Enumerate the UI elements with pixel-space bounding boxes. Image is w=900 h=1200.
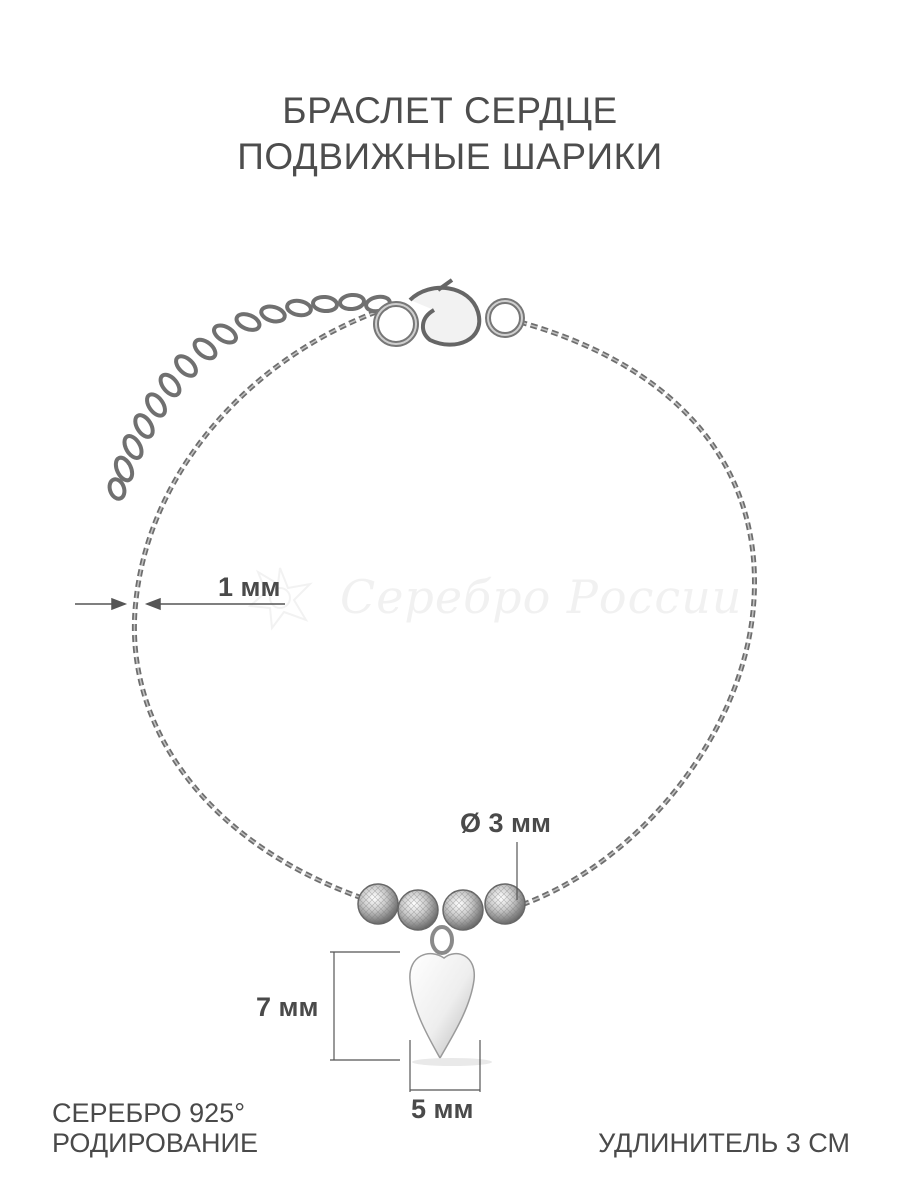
pendant-width-label: 5 мм <box>411 1094 474 1124</box>
pendant-height-dimension <box>330 952 400 1060</box>
material-line-2: РОДИРОВАНИЕ <box>52 1128 258 1158</box>
extender-chain <box>107 294 391 501</box>
main-chain <box>134 312 754 904</box>
product-title-line-1: БРАСЛЕТ СЕРДЦЕ <box>282 90 618 131</box>
pendant-height-label: 7 мм <box>256 992 319 1022</box>
product-title-line-2: ПОДВИЖНЫЕ ШАРИКИ <box>237 136 663 177</box>
material-info <box>52 1098 258 1158</box>
faceted-beads <box>358 884 525 930</box>
extender-info: УДЛИНИТЕЛЬ 3 СМ <box>598 1128 850 1158</box>
chain-thickness-label: 1 мм <box>218 572 281 602</box>
watermark-text: Серебро России <box>340 570 743 624</box>
bead-diameter-label: Ø 3 мм <box>460 808 551 838</box>
material-line-1: СЕРЕБРО 925° <box>52 1098 246 1128</box>
lobster-clasp <box>376 280 522 345</box>
